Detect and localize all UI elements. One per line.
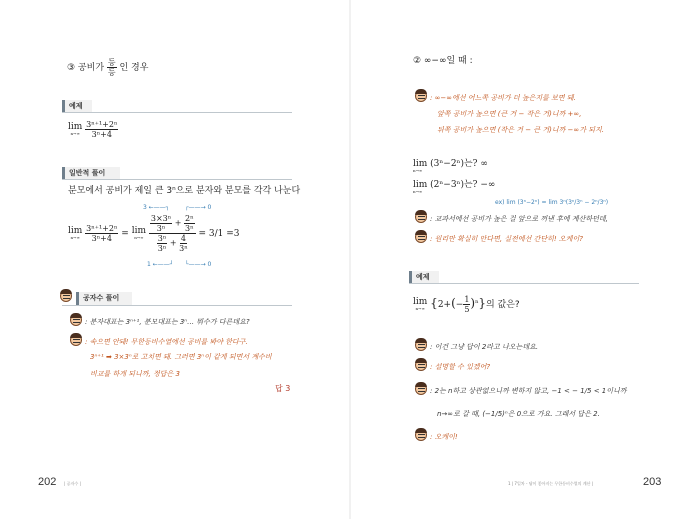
teacher-rule [62, 305, 292, 306]
dialog-student: : 분자대표는 3ⁿ⁺¹, 분모대표는 3ⁿ… 뭐수가 다른데요? [85, 318, 250, 326]
answer-2: : 설명할 수 있겠어? [430, 363, 491, 371]
arrow-top-left: 3 ←——┐ [143, 204, 170, 211]
footer-right: 1 | 7일차 - 답이 좋아지는 무한등비수열의 계산 | [508, 481, 594, 486]
example-rule [62, 112, 292, 113]
page-number-left: 202 [38, 476, 57, 488]
lim-example-2: lim (2ⁿ−3ⁿ)는? −∞ n→∞ [413, 180, 496, 194]
example-expression: lim n→∞ $\frac{\text{3ⁿ⁺¹+2ⁿ}}{\text{3ⁿ+4}}$ [68, 120, 118, 139]
teacher-avatar-r1 [415, 90, 427, 102]
general-solution-label: 일반적 풀이 [62, 167, 120, 180]
example-label: 예제 [62, 100, 92, 113]
student-avatar-r [415, 211, 427, 223]
dialog-teacher-line3: 비교를 하게 되니까, 정답은 3 [90, 370, 180, 378]
teacher-solution-label: 공자수 풀이 [76, 292, 132, 305]
teacher-avatar-r2 [415, 231, 427, 243]
note-2: 앞쪽 공비가 높으면 (큰 거 − 작은 거)니까 +∞, [437, 110, 582, 118]
case-heading: ③ 공비가 $\frac{\text{등}}{\text{등}}$ 인 경우 [67, 58, 149, 77]
answer-1: : 이건 그냥 답이 2라고 나오는데요. [430, 343, 539, 351]
note-3: 뒤쪽 공비가 높으면 (작은 거 − 큰 거)니까 −∞가 되지. [437, 126, 604, 134]
answer-4: n→∞로 갈 때, (−1/5)ⁿ은 0으로 가요. 그래서 답은 2. [437, 410, 600, 418]
arrow-bottom-left: 1 ←——┘ [147, 261, 174, 268]
ex-annotation: ex) lim (3ⁿ−2ⁿ) = lim 3ⁿ(3ⁿ/3ⁿ − 2ⁿ/3ⁿ) [495, 199, 609, 206]
student-avatar-r2 [415, 339, 427, 351]
dialog-teacher-line2: 3ⁿ⁺¹ ➡ 3×3ⁿ로 고치면 돼. 그러면 3ⁿ이 같게 되면서 계수비 [90, 353, 272, 361]
note-5: : 원리만 확실히 안다면, 실전에선 간단히! 오케이? [430, 235, 583, 243]
answer-5: : 오케이! [430, 433, 458, 441]
dialog-teacher: : 속으면 안돼! 무한등비수열에선 공비를 봐야 한다구. [85, 338, 248, 346]
case-heading-right: ② ∞−∞일 때 : [413, 56, 473, 66]
general-rule [62, 179, 292, 180]
answer-mark: 답 3 [275, 384, 291, 393]
answer-3: : 2는 n하고 상관없으니까 변하지 않고, −1 < − 1/5 < 1이니까 [430, 387, 627, 395]
footer-left: | 공자수 | [64, 481, 81, 486]
student-avatar [70, 314, 82, 326]
teacher-avatar-r4 [415, 429, 427, 441]
teacher-avatar-r3 [415, 359, 427, 371]
arrow-bottom-right: └——→ 0 [185, 261, 212, 268]
teacher-avatar [60, 290, 72, 302]
example-expression-right: lim n→∞ {2+(− $\frac{1}{5}$ )$^n$}의 값은? [413, 295, 520, 314]
example-label-right: 예제 [409, 271, 439, 284]
example-rule-right [409, 283, 639, 284]
note-1: : ∞−∞에선 어느쪽 공비가 더 높은지를 보면 돼. [430, 94, 576, 102]
case-fraction: $\frac{\text{등}}{\text{등}}$ [107, 58, 116, 77]
right-page [350, 0, 700, 519]
compound-fraction: $\frac{\text{3×3ⁿ}}{\text{3ⁿ}}$ + $\frac{\text{2ⁿ}}{\text{3ⁿ}}$ $\frac{\text{3ⁿ}}{\text{3ⁿ}}$ + $\frac{4}{\text{3ⁿ}}$ [150, 214, 194, 253]
note-4: : 교과서에선 공비가 높은 걸 앞으로 꺼낸 후에 계산하던데, [430, 215, 608, 223]
general-text: 분모에서 공비가 제일 큰 3ⁿ으로 분자와 분모를 각각 나눈다 [68, 186, 301, 196]
general-equation: lim n→∞ $\frac{\text{3ⁿ⁺¹+2ⁿ}}{\text{3ⁿ+4}}$ = lim n→∞ $\frac{\text{3×3ⁿ}}{\text{3ⁿ}}$ + $\frac{\text{2ⁿ}}{\text{3ⁿ}}$ $\frac{\text{3ⁿ}}{\text{3ⁿ}}$ + $\frac{4}{\text{3ⁿ}}$ = 3/1 =3 [68, 214, 240, 253]
lim-example-1: lim (3ⁿ−2ⁿ)는? ∞ n→∞ [413, 159, 488, 173]
arrow-top-right: ┌——→ 0 [185, 204, 212, 211]
page-number-right: 203 [643, 476, 662, 488]
student-avatar-r3 [415, 383, 427, 395]
teacher-avatar-2 [70, 334, 82, 346]
